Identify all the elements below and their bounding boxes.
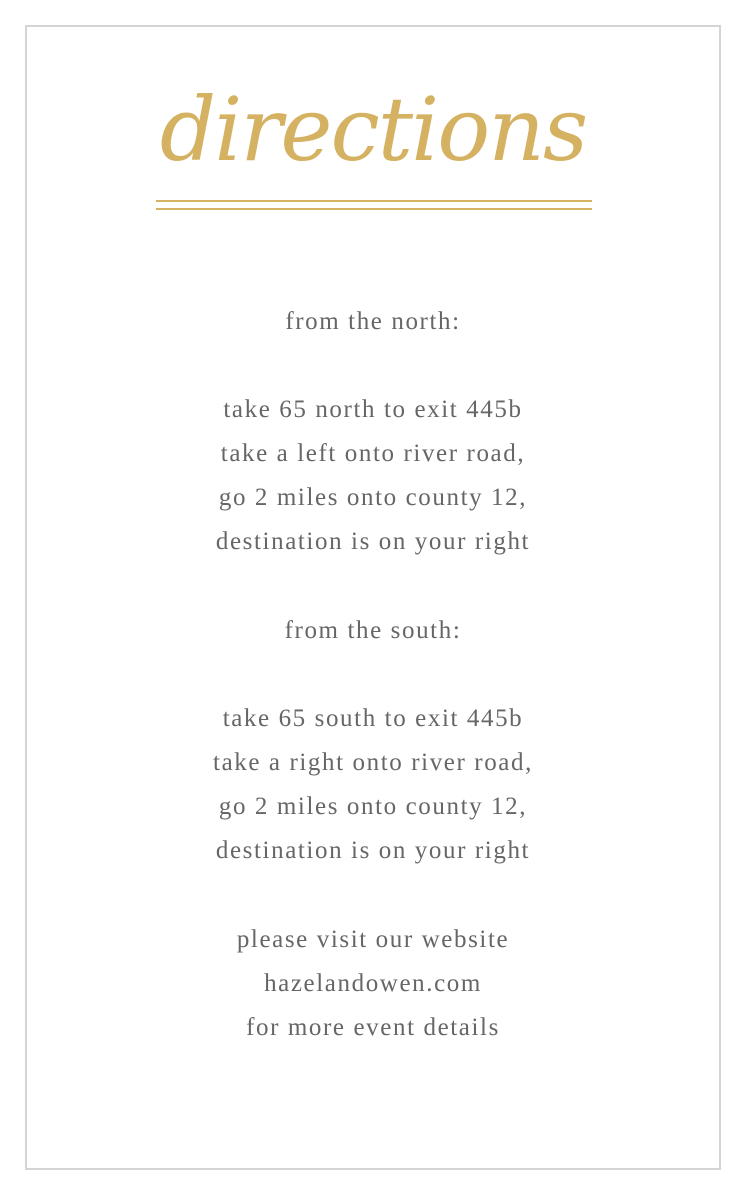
north-line: destination is on your right xyxy=(215,528,531,555)
north-line: go 2 miles onto county 12, xyxy=(218,484,528,511)
directions-card xyxy=(25,25,721,1170)
directions-title: directions xyxy=(159,78,587,181)
footer-line: for more event details xyxy=(246,1014,500,1041)
north-line: take a left onto river road, xyxy=(220,440,526,467)
south-line: go 2 miles onto county 12, xyxy=(218,793,528,820)
south-line: destination is on your right xyxy=(215,837,531,864)
south-line: take a right onto river road, xyxy=(213,749,533,776)
title-rule-bottom xyxy=(156,208,592,210)
north-line: take 65 north to exit 445b xyxy=(223,396,523,423)
title-rule-top xyxy=(156,200,592,202)
footer-line: please visit our website xyxy=(236,926,510,953)
north-heading: from the north: xyxy=(285,308,461,335)
south-heading: from the south: xyxy=(284,617,462,644)
website-text: hazelandowen.com xyxy=(264,970,482,997)
south-line: take 65 south to exit 445b xyxy=(222,705,524,732)
